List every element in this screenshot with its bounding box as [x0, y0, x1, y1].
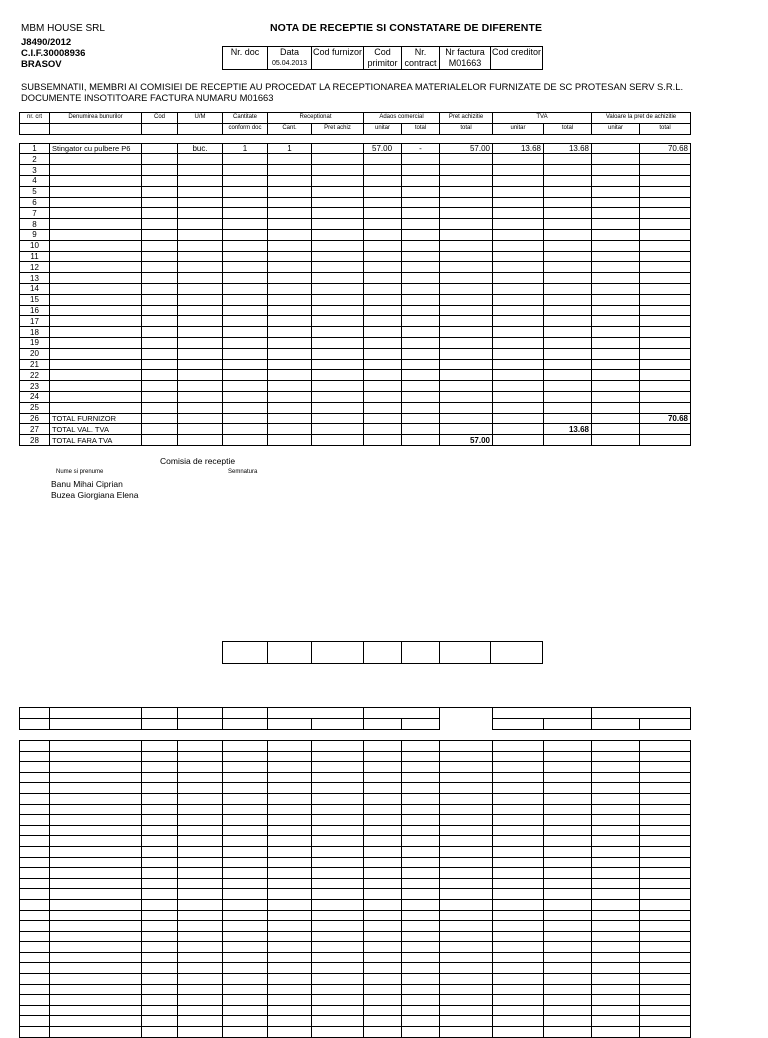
- hdr-cod-label: Cod: [364, 47, 402, 59]
- registration-number: J8490/2012: [21, 37, 72, 48]
- document-header-table: [222, 46, 543, 70]
- table-row: [20, 229, 691, 240]
- row-number: 12: [20, 262, 50, 273]
- subcol-tva-unitar: unitar: [493, 123, 544, 134]
- company-city: BRASOV: [21, 59, 62, 70]
- subcol-empty-3: [142, 123, 178, 134]
- empty-header-box: [222, 641, 543, 664]
- col-nr-crt: nr. crt: [20, 113, 50, 124]
- lower-grid-row: [20, 793, 691, 804]
- total-label: TOTAL VAL. TVA: [50, 424, 142, 435]
- name-label: Nume si prenume: [56, 469, 104, 475]
- row-number: 20: [20, 348, 50, 359]
- table-row: [20, 337, 691, 348]
- table-row: [20, 165, 691, 176]
- table-row: [20, 294, 691, 305]
- table-row: [20, 381, 691, 392]
- table-spacer-row: [20, 134, 691, 143]
- lower-grid-row: [20, 751, 691, 762]
- col-cantitate: Cantitate: [223, 113, 268, 124]
- total-row-tva: [20, 424, 691, 435]
- table-row: [20, 359, 691, 370]
- row-number: 1: [20, 143, 50, 154]
- item-pret-total: 57.00: [440, 143, 493, 154]
- table-row: [20, 240, 691, 251]
- col-tva: TVA: [493, 113, 592, 124]
- row-number: 15: [20, 294, 50, 305]
- col-valoare: Valoare la pret de achizitie: [592, 113, 691, 124]
- lower-grid-row: [20, 952, 691, 963]
- row-number: 23: [20, 381, 50, 392]
- col-um: U/M: [178, 113, 223, 124]
- lower-grid-row: [20, 815, 691, 826]
- row-number: 2: [20, 154, 50, 165]
- lower-grid-row: [20, 762, 691, 773]
- row-number: 24: [20, 391, 50, 402]
- lower-grid-row: [20, 1005, 691, 1016]
- row-number: 6: [20, 197, 50, 208]
- company-cif: C.I.F.30008936: [21, 48, 86, 59]
- lower-empty-grid: [19, 740, 691, 1038]
- subcol-valoare-unitar: unitar: [592, 123, 640, 134]
- signature-label: Semnatura: [228, 469, 258, 475]
- lower-grid-row: [20, 836, 691, 847]
- subcol-pret-total: total: [440, 123, 493, 134]
- lower-grid-row: [20, 825, 691, 836]
- subcol-cant: Cant.: [268, 123, 312, 134]
- item-valoare-total: 70.68: [640, 143, 691, 154]
- row-number: 11: [20, 251, 50, 262]
- commission-member: Buzea Giorgiana Elena: [51, 490, 139, 500]
- lower-empty-header: [19, 707, 691, 730]
- reception-table: [19, 112, 691, 446]
- table-row: [20, 402, 691, 413]
- hdr-cod-furnizor-value: [312, 58, 364, 70]
- row-number: 17: [20, 316, 50, 327]
- hdr-nr-label: Nr.: [402, 47, 440, 59]
- subtitle-line-2: DOCUMENTE INSOTITOARE FACTURA NUMARU M01663: [21, 92, 274, 103]
- row-number: 16: [20, 305, 50, 316]
- item-qty-recv: 1: [268, 143, 312, 154]
- item-tva-unitar: 13.68: [493, 143, 544, 154]
- table-row: [20, 327, 691, 338]
- row-number: 22: [20, 370, 50, 381]
- row-number: 14: [20, 283, 50, 294]
- hdr-nr-doc-label: Nr. doc: [223, 47, 268, 59]
- table-header-row-1: [20, 113, 691, 124]
- lower-grid-row: [20, 857, 691, 868]
- hdr-nr-factura-value: M01663: [440, 58, 491, 70]
- total-label: TOTAL FARA TVA: [50, 435, 142, 446]
- table-row: [20, 348, 691, 359]
- company-name: MBM HOUSE SRL: [21, 23, 105, 34]
- lower-grid-row: [20, 741, 691, 752]
- item-adaos-total: -: [402, 143, 440, 154]
- lower-grid-row: [20, 878, 691, 889]
- table-row: [20, 283, 691, 294]
- hdr-data-value: 05.04.2013: [268, 58, 312, 70]
- lower-grid-row: [20, 974, 691, 985]
- hdr-nr-doc-value: [223, 58, 268, 70]
- row-number: 9: [20, 229, 50, 240]
- item-name: Stingator cu pulbere P6: [50, 143, 142, 154]
- commission-title: Comisia de receptie: [160, 456, 236, 466]
- row-number: 18: [20, 327, 50, 338]
- row-number: 10: [20, 240, 50, 251]
- item-tva-total: 13.68: [544, 143, 592, 154]
- table-row: [20, 370, 691, 381]
- lower-grid-row: [20, 868, 691, 879]
- total-row-furnizor: [20, 413, 691, 424]
- hdr-cod-furnizor-label: Cod furnizor: [312, 47, 363, 57]
- table-row: [20, 175, 691, 186]
- hdr-data-label: Data: [268, 47, 312, 59]
- total-fara-tva-value: 57.00: [440, 435, 493, 446]
- item-qty-doc: 1: [223, 143, 268, 154]
- hdr-cod-value: primitor: [364, 58, 402, 70]
- row-number: 8: [20, 219, 50, 230]
- row-number: 19: [20, 337, 50, 348]
- table-row: [20, 208, 691, 219]
- table-row: [20, 219, 691, 230]
- subcol-valoare-total: total: [640, 123, 691, 134]
- col-cod: Cod: [142, 113, 178, 124]
- table-row: [20, 251, 691, 262]
- table-row: [20, 273, 691, 284]
- total-tva-value: 13.68: [544, 424, 592, 435]
- lower-grid-row: [20, 963, 691, 974]
- subcol-conform-doc: conform doc: [223, 123, 268, 134]
- subcol-empty-4: [178, 123, 223, 134]
- lower-grid-row: [20, 889, 691, 900]
- subcol-adaos-total: total: [402, 123, 440, 134]
- total-row-fara-tva: [20, 435, 691, 446]
- col-adaos: Adaos comercial: [364, 113, 440, 124]
- lower-grid-row: [20, 910, 691, 921]
- col-pret-achizitie: Pret achizitie: [440, 113, 493, 124]
- table-row: [20, 143, 691, 154]
- lower-grid-row: [20, 1016, 691, 1027]
- table-row: [20, 154, 691, 165]
- table-row: [20, 186, 691, 197]
- hdr-nr-value: contract: [402, 58, 440, 70]
- lower-grid-row: [20, 899, 691, 910]
- table-row: [20, 391, 691, 402]
- subcol-empty-1: [20, 123, 50, 134]
- lower-grid-row: [20, 1027, 691, 1038]
- lower-grid-row: [20, 921, 691, 932]
- row-number: 3: [20, 165, 50, 176]
- commission-member: Banu Mihai Ciprian: [51, 479, 123, 489]
- row-number: 5: [20, 186, 50, 197]
- lower-grid-row: [20, 984, 691, 995]
- total-furnizor-value: 70.68: [640, 413, 691, 424]
- subcol-adaos-unitar: unitar: [364, 123, 402, 134]
- subcol-empty-2: [50, 123, 142, 134]
- table-row: [20, 305, 691, 316]
- table-row: [20, 197, 691, 208]
- table-row: [20, 316, 691, 327]
- lower-grid-row: [20, 995, 691, 1006]
- table-header-row-2: [20, 123, 691, 134]
- col-receptionat: Receptionat: [268, 113, 364, 124]
- lower-grid-row: [20, 804, 691, 815]
- hdr-cod-creditor-label: Cod creditor: [491, 47, 542, 57]
- subtitle-line-1: SUBSEMNATII, MEMBRI AI COMISIEI DE RECEPTIE AU PROCEDAT LA RECEPTIONAREA MATERIALELOR FURNIZATE DE SC PROTESAN SERV S.R.L.: [21, 81, 684, 92]
- total-label: TOTAL FURNIZOR: [50, 413, 142, 424]
- hdr-cod-creditor-value: [491, 58, 543, 70]
- row-number: 7: [20, 208, 50, 219]
- document-title: NOTA DE RECEPTIE SI CONSTATARE DE DIFERENTE: [270, 22, 543, 34]
- row-number: 25: [20, 402, 50, 413]
- col-denumire: Denumirea bunurilor: [50, 113, 142, 124]
- row-number: 27: [20, 424, 50, 435]
- row-number: 28: [20, 435, 50, 446]
- lower-grid-row: [20, 772, 691, 783]
- subcol-pret-achiz: Pret achiz: [312, 123, 364, 134]
- lower-grid-row: [20, 942, 691, 953]
- lower-grid-row: [20, 931, 691, 942]
- item-um: buc.: [178, 143, 223, 154]
- hdr-nr-factura-label: Nr factura: [440, 47, 491, 59]
- row-number: 4: [20, 175, 50, 186]
- table-row: [20, 262, 691, 273]
- row-number: 26: [20, 413, 50, 424]
- item-adaos-unitar: 57.00: [364, 143, 402, 154]
- row-number: 21: [20, 359, 50, 370]
- lower-grid-row: [20, 783, 691, 794]
- row-number: 13: [20, 273, 50, 284]
- lower-grid-row: [20, 846, 691, 857]
- subcol-tva-total: total: [544, 123, 592, 134]
